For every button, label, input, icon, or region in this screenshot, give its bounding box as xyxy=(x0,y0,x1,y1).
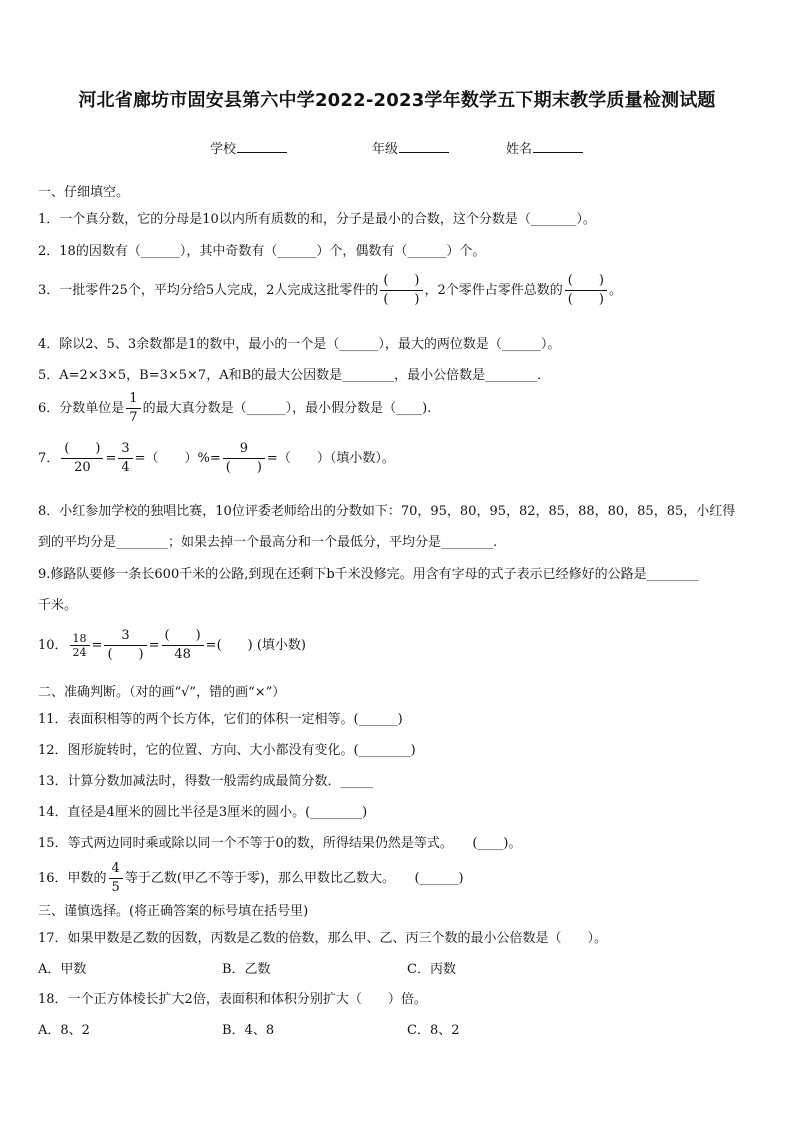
grade-blank[interactable] xyxy=(399,139,449,153)
grade-label: 年级 xyxy=(372,142,399,157)
fraction xyxy=(118,440,132,477)
fraction-denominator: 5 xyxy=(111,880,120,895)
q17-option-b[interactable]: B．乙数 xyxy=(222,962,271,977)
q18-option-c[interactable]: C．8、2 xyxy=(407,1023,460,1038)
question-2: 2．18的因数有（______），其中奇数有（______）个，偶数有（______）个。 xyxy=(38,244,486,259)
fraction-denominator: 20 xyxy=(74,460,91,475)
section-1-heading: 一、仔细填空。 xyxy=(38,185,130,200)
fraction-numerator: ( ) xyxy=(565,272,607,291)
equals-sign: = xyxy=(91,638,103,653)
q18-option-a[interactable]: A．8、2 xyxy=(38,1023,90,1038)
fraction-denominator: 7 xyxy=(129,410,138,425)
question-3-text-a: 3．一批零件25个，平均分给5人完成，2人完成这批零件的 xyxy=(38,283,379,298)
fraction-numerator: 9 xyxy=(223,440,265,459)
question-4: 4．除以2、5、3余数都是1的数中，最小的一个是（______），最大的两位数是（______）。 xyxy=(38,337,561,352)
question-6 xyxy=(38,390,431,427)
fraction-numerator: 3 xyxy=(118,440,132,459)
fraction-blank[interactable] xyxy=(223,440,265,477)
question-18: 18．一个正方体棱长扩大2倍，表面积和体积分别扩大（ ）倍。 xyxy=(38,992,427,1007)
question-3-text-b: ，2个零件占零件总数的 xyxy=(424,283,563,298)
fraction-blank[interactable] xyxy=(565,272,607,309)
q18-option-b[interactable]: B．4、8 xyxy=(222,1023,275,1038)
question-16 xyxy=(38,860,464,897)
fraction-denominator: ( ) xyxy=(567,292,604,307)
fraction xyxy=(70,632,90,659)
question-7-label: 7． xyxy=(38,451,60,466)
question-8-line-2: 到的平均分是________；如果去掉一个最高分和一个最低分，平均分是________. xyxy=(38,535,498,550)
question-3-text-c: 。 xyxy=(608,283,622,298)
name-blank[interactable] xyxy=(533,139,583,153)
question-17: 17．如果甲数是乙数的因数，丙数是乙数的倍数，那么甲、乙、丙三个数的最小公倍数是（ ）。 xyxy=(38,931,608,946)
fraction-blank[interactable] xyxy=(162,627,204,664)
question-16-text-a: 16．甲数的 xyxy=(38,871,107,886)
school-label: 学校 xyxy=(210,142,237,157)
fraction xyxy=(126,390,140,427)
fraction-denominator: ( ) xyxy=(383,292,420,307)
fraction-numerator: ( ) xyxy=(380,272,422,291)
question-7-tail: =（ ）（填小数）。 xyxy=(266,451,395,466)
q17-option-c[interactable]: C．丙数 xyxy=(407,962,456,977)
question-7-mid: =（ ）%= xyxy=(134,451,221,466)
fraction-numerator: 3 xyxy=(104,627,146,646)
fraction-numerator: 1 xyxy=(126,390,140,409)
fraction xyxy=(109,860,123,897)
school-blank[interactable] xyxy=(237,139,287,153)
fraction-denominator: ( ) xyxy=(107,647,144,662)
page-title: 河北省廊坊市固安县第六中学2022-2023学年数学五下期末教学质量检测试题 xyxy=(78,90,716,111)
question-14: 14．直径是4厘米的圆比半径是3厘米的圆小。(________) xyxy=(38,805,368,820)
name-label: 姓名 xyxy=(506,142,533,157)
name-field xyxy=(506,138,583,157)
fraction-numerator: ( ) xyxy=(162,627,204,646)
fraction-blank[interactable] xyxy=(104,627,146,664)
fraction-numerator: 4 xyxy=(109,860,123,879)
question-9-line-2: 千米。 xyxy=(38,598,78,613)
fraction-numerator: ( ) xyxy=(61,440,103,459)
question-10 xyxy=(38,627,306,664)
fraction-blank[interactable] xyxy=(61,440,103,477)
question-6-text-b: 的最大真分数是（______），最小假分数是（____). xyxy=(142,401,432,416)
fraction-numerator: 18 xyxy=(70,632,90,646)
question-5: 5．A=2×3×5，B=3×5×7，A和B的最大公因数是________，最小公倍数是________． xyxy=(38,368,551,383)
question-15: 15．等式两边同时乘或除以同一个不等于0的数，所得结果仍然是等式。 (____)。 xyxy=(38,836,522,851)
equals-sign: = xyxy=(105,451,117,466)
section-3-heading: 三、谨慎选择。(将正确答案的标号填在括号里) xyxy=(38,904,309,919)
fraction-denominator: 4 xyxy=(121,460,130,475)
question-6-text-a: 6．分数单位是 xyxy=(38,401,125,416)
question-10-tail: =( ) (填小数) xyxy=(205,638,306,653)
question-16-text-b: 等于乙数(甲乙不等于零)，那么甲数比乙数大。 (______) xyxy=(124,871,464,886)
fraction-blank[interactable] xyxy=(380,272,422,309)
question-3 xyxy=(38,272,622,309)
equals-sign: = xyxy=(148,638,160,653)
grade-field xyxy=(372,138,449,157)
question-8-line-1: 8．小红参加学校的独唱比赛，10位评委老师给出的分数如下：70，95，80，95，82，85，88，80，85，85，小红得 xyxy=(38,504,736,519)
question-11: 11．表面积相等的两个长方体，它们的体积一定相等。(______) xyxy=(38,712,403,727)
fraction-denominator: 24 xyxy=(72,646,87,659)
fraction-denominator: ( ) xyxy=(225,460,262,475)
question-7 xyxy=(38,440,395,477)
fraction-denominator: 48 xyxy=(174,647,191,662)
question-10-label: 10． xyxy=(38,638,68,653)
q17-option-a[interactable]: A．甲数 xyxy=(38,962,87,977)
school-field xyxy=(210,138,287,157)
question-1: 1．一个真分数，它的分母是10以内所有质数的和，分子是最小的合数，这个分数是（_______）。 xyxy=(38,212,596,227)
question-12: 12．图形旋转时，它的位置、方向、大小都没有变化。(________) xyxy=(38,743,416,758)
question-9-line-1: 9.修路队要修一条长600千米的公路,到现在还剩下b千米没修完。用含有字母的式子表示已经修好的公路是________ xyxy=(38,567,699,582)
question-13: 13．计算分数加减法时，得数一般需约成最简分数．_____ xyxy=(38,774,374,789)
section-2-heading: 二、准确判断。（对的画“√”，错的画“×”） xyxy=(38,685,286,700)
